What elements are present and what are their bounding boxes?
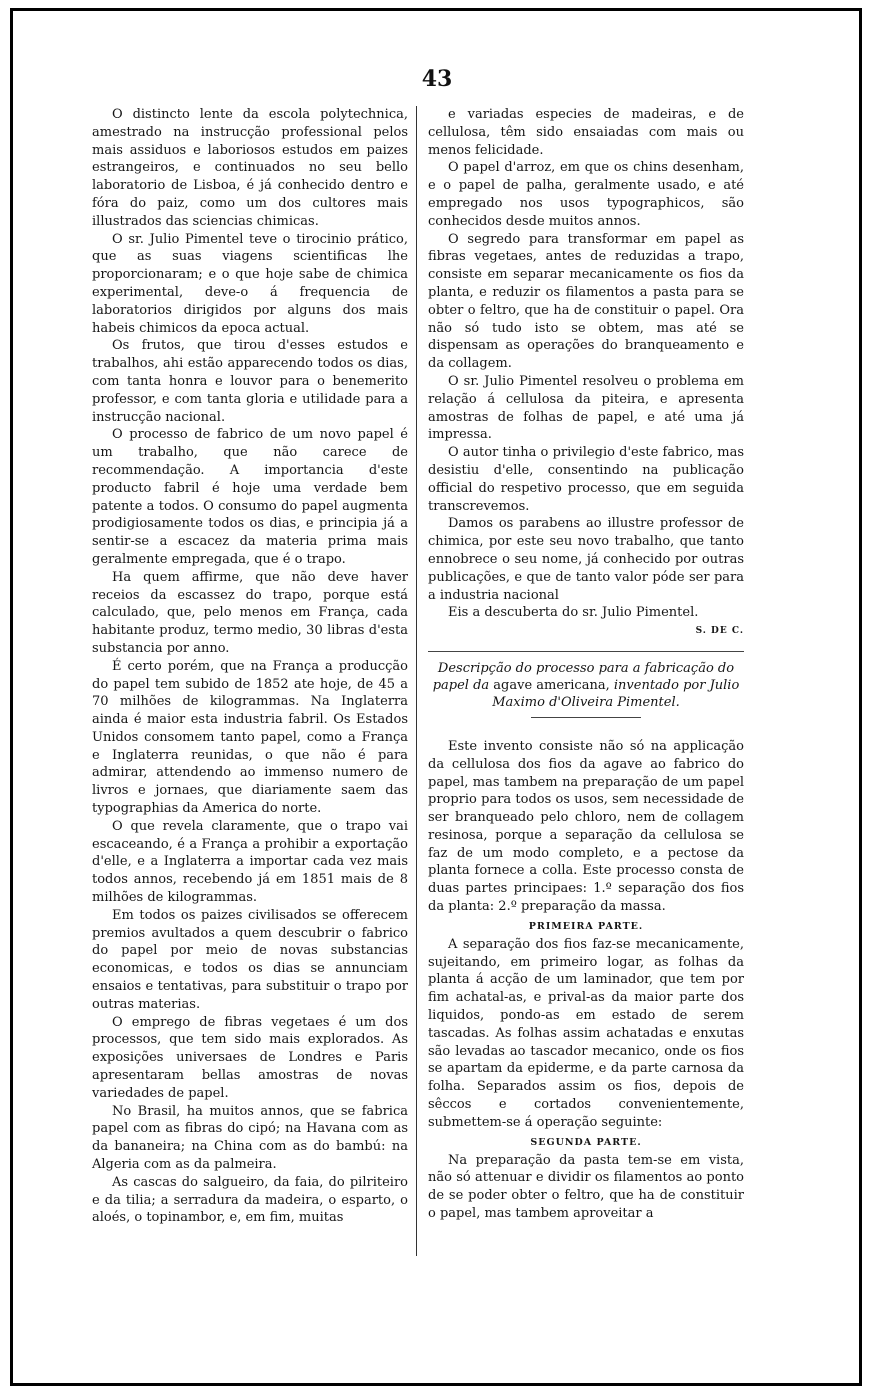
left-column [92, 106, 408, 1227]
article-title-part-2: inventado por Julio Maximo d'Oliveira Pimentel. [492, 677, 740, 710]
section-divider [428, 651, 744, 652]
paragraph: O sr. Julio Pimentel resolveu o problema em relação á cellulosa da piteira, e apresenta amostras de folhas de papel, e até uma já impressa. [428, 373, 744, 443]
paragraph: Os frutos, que tirou d'esses estudos e trabalhos, ahi estão apparecendo todos os dias, com tanta honra e louvor para o benemerito professor, e com tanta gloria e utilidade para a instrucção nacional. [92, 338, 408, 425]
paragraph: O sr. Julio Pimentel teve o tirocinio prático, que as suas viagens scientificas lhe proporcionaram; e o que hoje sabe de chimica experimental, deve-o á frequencia de laboratorios dirigidos por alguns dos mais habeis chimicos da epoca actual. [92, 231, 408, 336]
paragraph: A separação dos fios faz-se mecanicamente, sujeitando, em primeiro logar, as folhas da planta á acção de um laminador, que tem por fim achatal-as, e prival-as da maior parte dos liquidos, pondo-as em estado de serem tascadas. As folhas assim achatadas e enxutas são levadas ao tascador mecanico, onde os fios se apartam da epiderme, e da parte carnosa da folha. Separados assim os fios, depois de sêccos e cortados convenientemente, submettem-se á operação seguinte: [428, 936, 744, 1130]
page-number: 43 [421, 66, 453, 92]
section-heading: SEGUNDA PARTE. [530, 1136, 642, 1148]
article-title-plant: agave americana, [493, 677, 610, 693]
paragraph: O que revela claramente, que o trapo vai escaceando, é a França a prohibir a exportação d'elle, e a Inglaterra a importar cada vez mais todos annos, recebendo já em 1851 mais de 8 milhões de kilogrammas. [92, 818, 408, 906]
right-column [428, 106, 744, 1223]
paragraph: Este invento consiste não só na applicação da cellulosa dos fios da agave ao fabrico do papel, mas tambem na preparação de um papel proprio para todos os usos, sem necessidade de ser branqueado pelo chloro, nem de collagem resinosa, porque a separação da cellulosa se faz de um modo completo, e a pectose da planta fornece a colla. Este processo consta de duas partes principaes: 1.º separação dos fios da planta: 2.º preparação da massa. [428, 738, 744, 915]
paragraph: Ha quem affirme, que não deve haver receios da escassez do trapo, porque está calculado, que, pelo menos em França, cada habitante produz, termo medio, 30 libras d'esta substancia por anno. [92, 569, 408, 656]
paragraph: As cascas do salgueiro, da faia, do pilriteiro e da tilia; a serradura da madeira, o esparto, o aloés, o topinambor, e, em fim, muitas [92, 1174, 408, 1226]
column-divider [416, 106, 417, 1256]
article-title-part-1: Descripção do processo para a fabricação do papel da [432, 660, 735, 693]
author-signature: S. DE C. [695, 626, 744, 637]
paragraph: O segredo para transformar em papel as fibras vegetaes, antes de reduzidas a trapo, consiste em separar mecanicamente os fios da planta, e reduzir os filamentos a pasta para se obter o feltro, que ha de constituir o papel. Ora não só tudo isto se obtem, mas até se dispensam as operações do branqueamento e da collagem. [428, 231, 744, 372]
paragraph: O emprego de fibras vegetaes é um dos processos, que tem sido mais explorados. As exposições universaes de Londres e Paris apresentaram bellas amostras de novas variedades de papel. [92, 1014, 408, 1101]
paragraph: Damos os parabens ao illustre professor de chimica, por este seu novo trabalho, que tanto ennobrece o seu nome, já conhecido por outras publicações, e que de tanto valor póde ser para a industria nacional [428, 516, 744, 603]
paragraph: Em todos os paizes civilisados se offerecem premios avultados a quem descubrir o fabrico do papel por meio de novas substancias economicas, e todos os dias se annunciam ensaios e tentativas, para substituir o trapo por outras materias. [92, 907, 408, 1012]
paragraph: No Brasil, ha muitos annos, que se fabrica papel com as fibras do cipó; na Havana com as da bananeira; na China com as do bambú: na Algeria com as da palmeira. [92, 1103, 408, 1173]
paragraph: É certo porém, que na França a producção do papel tem subido de 1852 ate hoje, de 45 a 70 milhões de kilogrammas. Na Inglaterra ainda é maior esta industria fabril. Os Estados Unidos consomem tanto papel, como a França e Inglaterra reunidas, o que não é para admirar, attendendo ao immenso numero de livros e jornaes, que diariamente saem das typographias da America do norte. [92, 658, 408, 817]
paragraph: O distincto lente da escola polytechnica, amestrado na instrucção professional pelos mais assiduos e laboriosos estudos em paizes estrangeiros, e continuados no seu bello laboratorio de Lisboa, é já conhecido dentro e fóra do paiz, como um dos cultores mais illustrados das sciencias chimicas. [92, 107, 408, 229]
paragraph: e variadas especies de madeiras, e de cellulosa, têm sido ensaiadas com mais ou menos felicidade. [428, 107, 744, 158]
title-divider [531, 717, 641, 718]
paragraph: O processo de fabrico de um novo papel é um trabalho, que não carece de recommendação. A importancia d'este producto fabril é hoje uma verdade bem patente a todos. O consumo do papel augmenta prodigiosamente todos os dias, e principia já a sentir-se a escacez da materia prima mais geralmente empregada, que é o trapo. [92, 427, 408, 567]
article-title [428, 660, 744, 711]
paragraph: O papel d'arroz, em que os chins desenham, e o papel de palha, geralmente usado, e até empregado nos usos typographicos, são conhecidos desde muitos annos. [428, 160, 744, 229]
paragraph: Eis a descuberta do sr. Julio Pimentel. [448, 605, 699, 621]
paragraph: Na preparação da pasta tem-se em vista, não só attenuar e dividir os filamentos ao ponto de se poder obter o feltro, que ha de constituir o papel, mas tambem aproveitar a [428, 1152, 744, 1222]
section-heading: PRIMEIRA PARTE. [528, 920, 644, 932]
paragraph: O autor tinha o privilegio d'este fabrico, mas desistiu d'elle, consentindo na publicação official do respetivo processo, que em seguida transcrevemos. [428, 445, 744, 514]
